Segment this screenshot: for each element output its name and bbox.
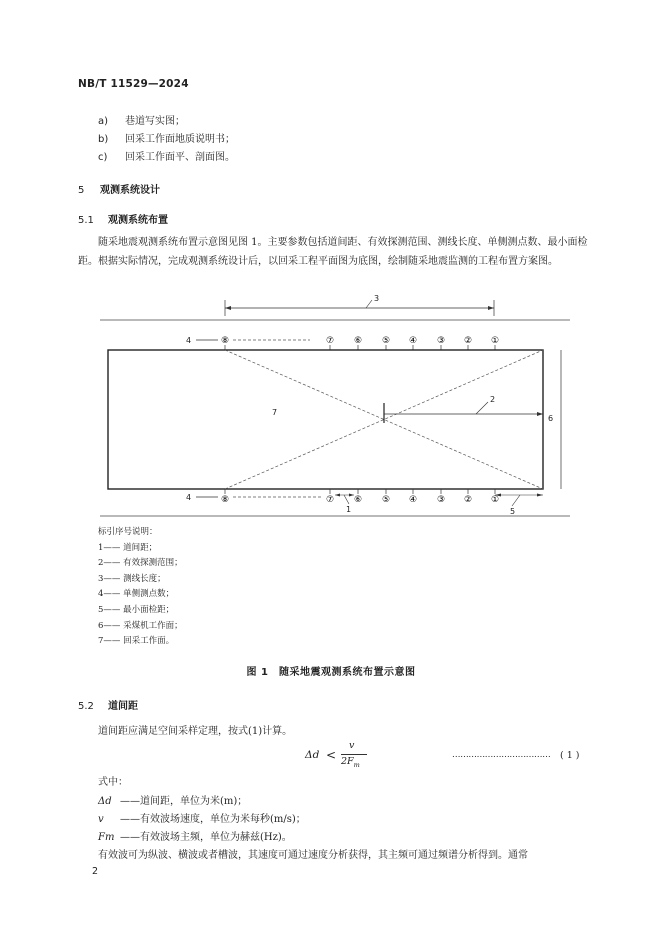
list-item-label: b): [98, 134, 109, 145]
geophone-label: ②: [463, 336, 473, 346]
list-item-text: 回采工作面地质说明书；: [125, 134, 235, 145]
geophone: [491, 336, 499, 350]
leader-line: [344, 495, 349, 504]
geophone-label: ④: [408, 495, 418, 505]
geophone: [409, 489, 417, 505]
geophone: [437, 489, 445, 505]
definition-text: ——有效波场速度，单位为米每秒(m/s)；: [120, 814, 306, 825]
geophone: [464, 336, 472, 350]
definition-symbol: Δd: [98, 796, 112, 807]
geophone: [464, 489, 472, 505]
geophone-label: ②: [463, 495, 473, 505]
geophone: [491, 489, 499, 505]
callout-4-bottom: 4: [186, 493, 192, 502]
leader-line: [512, 495, 520, 506]
legend-item: 3—— 测线长度；: [98, 573, 166, 584]
formula-denominator: $2F_m$: [341, 756, 360, 769]
standard-code: NB/T 11529—2024: [78, 78, 189, 90]
callout-1: 1: [346, 505, 352, 514]
geophone: [382, 489, 390, 505]
arrow-head: [488, 306, 494, 310]
geophone-label: ⑥: [353, 495, 363, 505]
arrow-head: [537, 412, 543, 416]
where-label: 式中：: [98, 777, 128, 788]
arrow-head: [225, 306, 231, 310]
formula-leader-dots: ………………………………: [452, 750, 551, 760]
legend-item: 5—— 最小面检距；: [98, 604, 175, 615]
list-item-text: 巷道写实图；: [125, 116, 185, 127]
section-5-2-tail-paragraph: 有效波可为纵波、横波或者槽波，其速度可通过速度分析获得，其主频可通过频谱分析得到。通常: [98, 850, 528, 861]
geophone-label: ⑥: [353, 336, 363, 346]
formula-operator: <: [326, 748, 337, 762]
bottom-geophones: [221, 489, 499, 505]
fraction-bar: [341, 754, 367, 755]
definition-symbol: Fm: [98, 832, 115, 843]
geophone: [437, 336, 445, 350]
callout-2: 2: [490, 395, 496, 404]
leader-line: [366, 300, 372, 308]
geophone-label: ⑧: [220, 336, 230, 346]
list-item-text: 回采工作面平、剖面图。: [125, 152, 235, 163]
geophone-label: ①: [490, 495, 500, 505]
arrow-head: [537, 494, 543, 497]
list-item-label: a): [98, 116, 109, 127]
section-title: 观测系统设计: [100, 185, 160, 196]
geophone-label: ④: [408, 336, 418, 346]
section-5-1-heading: [78, 211, 168, 226]
geophone: [326, 489, 334, 505]
legend-item: 2—— 有效探测范围；: [98, 558, 183, 569]
geophone: [409, 336, 417, 350]
geophone: [354, 489, 362, 505]
formula-lhs: Δd: [305, 749, 320, 761]
top-geophones: [221, 336, 499, 350]
list-item: [98, 112, 185, 127]
callout-3: 3: [374, 294, 380, 303]
section-5-heading: [78, 181, 160, 196]
geophone-label: ⑤: [381, 495, 391, 505]
section-title: 道间距: [108, 701, 138, 712]
geophone-label: ⑧: [220, 495, 230, 505]
formula-numerator: v: [349, 740, 355, 751]
section-number: 5: [78, 185, 85, 196]
working-face-rect: [108, 350, 543, 489]
geophone: [326, 336, 334, 350]
geophone-label: ①: [490, 336, 500, 346]
geophone-label: ③: [436, 495, 446, 505]
observation-system-diagram: [100, 290, 570, 520]
callout-5: 5: [510, 507, 516, 516]
section-number: 5.1: [78, 215, 94, 226]
definition-row: [98, 792, 247, 807]
definition-symbol: v: [98, 814, 104, 825]
page-number: 2: [92, 866, 99, 877]
callout-7: 7: [272, 408, 278, 417]
legend-item: 4—— 单侧测点数；: [98, 589, 175, 600]
geophone-label: ③: [436, 336, 446, 346]
list-item-label: c): [98, 152, 108, 163]
section-number: 5.2: [78, 701, 94, 712]
geophone: [221, 489, 229, 505]
section-5-1-paragraph: 随采地震观测系统布置示意图见图 1。主要参数包括道间距、有效探测范围、测线长度、单侧测点数、最小面检距。根据实际情况，完成观测系统设计后，以回采工程平面图为底图，绘制随采地震监测的工程布置方案图。: [78, 237, 588, 267]
geophone: [354, 336, 362, 350]
section-5-2-heading: [78, 697, 138, 712]
legend-item: 7—— 回采工作面。: [98, 636, 175, 647]
definition-text: ——道间距，单位为米(m)；: [120, 796, 248, 807]
legend-item: 6—— 采煤机工作面；: [98, 620, 183, 631]
arrow-head: [335, 494, 340, 497]
geophone-label: ⑦: [325, 336, 335, 346]
definition-row: [98, 810, 306, 825]
legend-title: 标引序号说明：: [98, 527, 158, 537]
geophone: [221, 336, 229, 350]
geophone: [382, 336, 390, 350]
callout-6: 6: [548, 414, 554, 423]
definition-text: ——有效波场主频，单位为赫兹(Hz)。: [120, 832, 292, 843]
leader-line: [476, 402, 488, 414]
section-5-2-intro: 道间距应满足空间采样定理，按式(1)计算。: [98, 726, 293, 737]
figure-legend: [98, 525, 183, 650]
list-item: [98, 130, 235, 145]
section-title: 观测系统布置: [108, 215, 168, 226]
callout-4-top: 4: [186, 336, 192, 345]
figure-caption: 图 1 随采地震观测系统布置示意图: [246, 667, 416, 678]
list-item: [98, 148, 235, 163]
geophone-label: ⑦: [325, 495, 335, 505]
formula-number: ( 1 ): [560, 750, 580, 761]
legend-item: 1—— 道间距；: [98, 542, 158, 553]
geophone-label: ⑤: [381, 336, 391, 346]
definition-row: [98, 828, 292, 843]
